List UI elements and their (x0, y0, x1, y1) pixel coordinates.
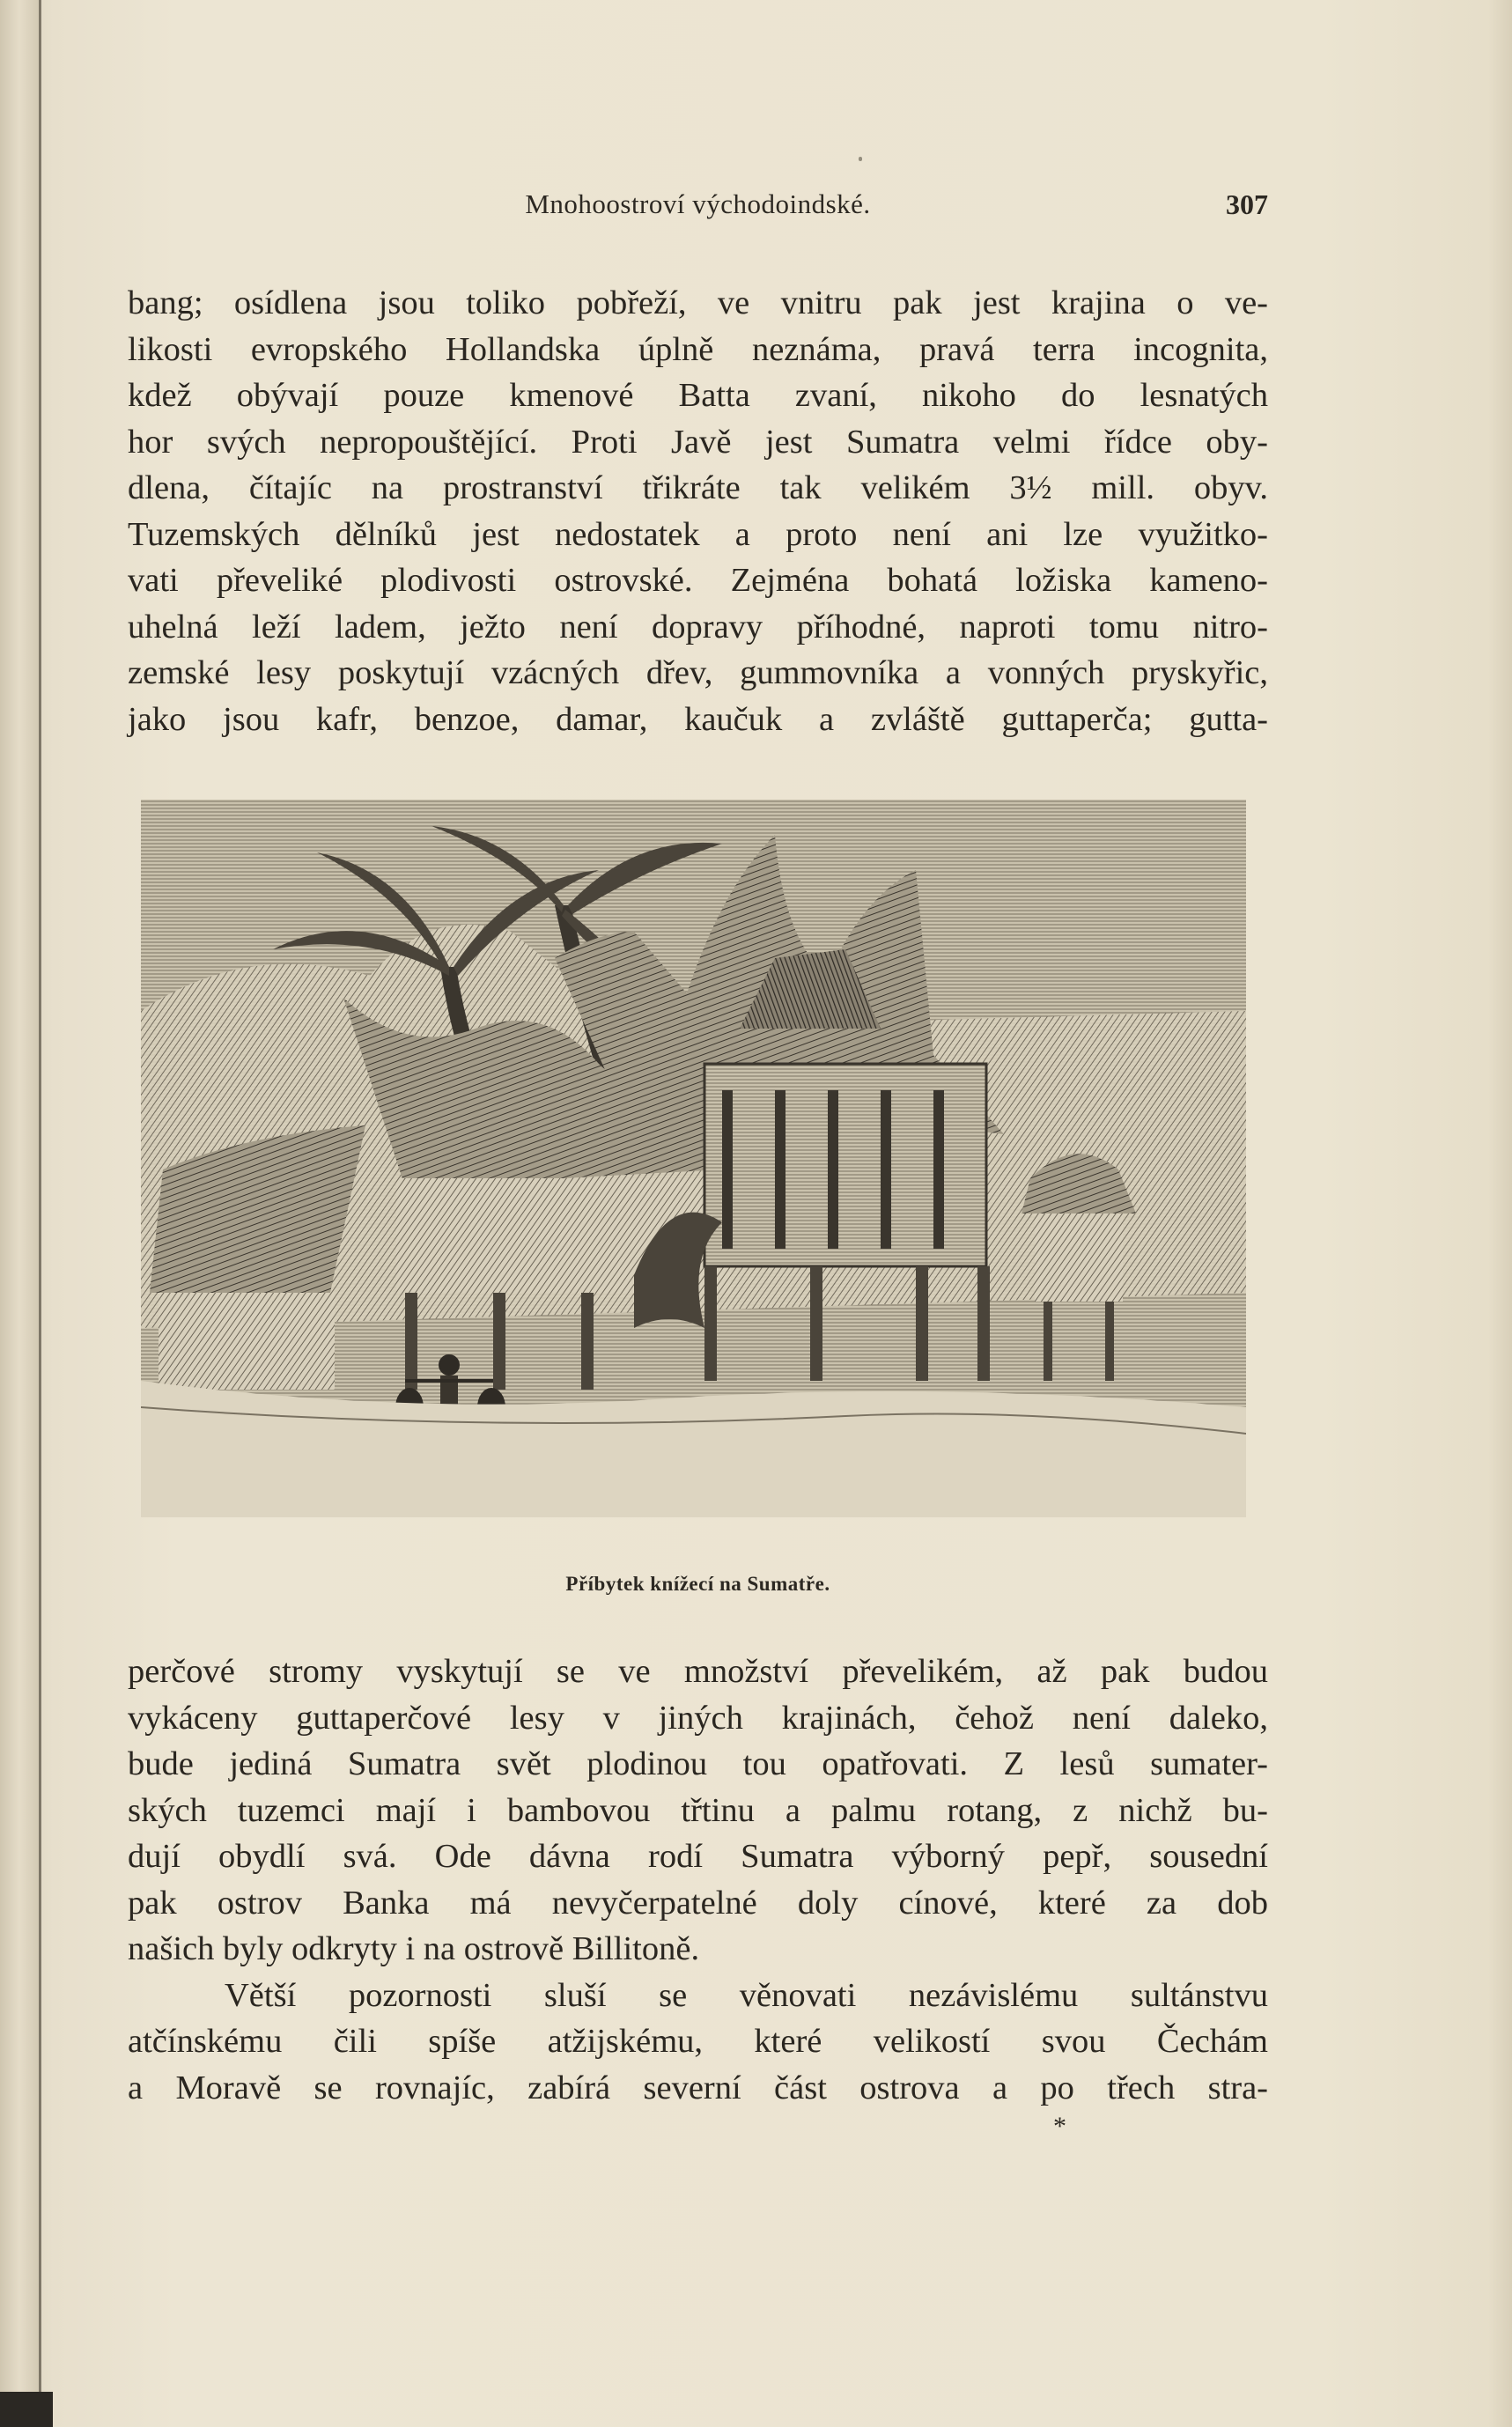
text-line: Tuzemských dělníků jest nedostatek a proto není ani lze využitko- (128, 515, 1268, 553)
body-text-top (128, 280, 1268, 742)
text-line: hor svých nepropouštějící. Proti Javě jest Sumatra velmi řídce oby- (128, 423, 1268, 461)
text-line: pak ostrov Banka má nevyčerpatelné doly cínové, které za dob (128, 1884, 1268, 1922)
text-line: bang; osídlena jsou toliko pobřeží, ve vnitru pak jest krajina o ve- (128, 284, 1268, 321)
footnote-asterisk: * (1053, 2112, 1066, 2141)
text-line: atčínskému čili spíše atžijskému, které velikostí svou Čechám (128, 2023, 1268, 2060)
book-gutter-line (39, 0, 41, 2427)
text-line: vykáceny guttaperčové lesy v jiných krajinách, čehož není daleko, (128, 1699, 1268, 1737)
text-line: kdež obývají pouze kmenové Batta zvaní, nikoho do lesnatých (128, 377, 1268, 414)
text-line: a Moravě se rovnajíc, zabírá severní část ostrova a po třech stra- (128, 2069, 1268, 2106)
left-hut-wall (159, 1293, 335, 1390)
text-line: perčové stromy vyskytují se ve množství převelikém, až pak budou (128, 1653, 1268, 1690)
text-line: jako jsou kafr, benzoe, damar, kaučuk a zvláště guttaperča; gutta- (128, 700, 1268, 738)
text-line: bude jediná Sumatra svět plodinou tou opatřovati. Z lesů sumater- (128, 1745, 1268, 1782)
paragraph-top (128, 280, 1268, 742)
ground (141, 1381, 1246, 1517)
text-line: likosti evropského Hollandska úplně neznáma, pravá terra incognita, (128, 330, 1268, 368)
text-line: uhelná leží ladem, ježto není dopravy příhodné, naproti tomu nitro- (128, 608, 1268, 645)
running-head (128, 188, 1268, 227)
paragraph-bottom (128, 1649, 1268, 2111)
illustration-chief-house-sumatra (141, 800, 1246, 1517)
book-spine-shadow (0, 0, 41, 2427)
page-number: 307 (1226, 188, 1268, 220)
running-title: Mnohoostroví východoindské. (525, 188, 871, 219)
text-line: vati převeliké plodivosti ostrovské. Zejména bohatá ložiska kameno- (128, 562, 1268, 599)
rice-barn (1035, 1214, 1123, 1302)
text-line: ských tuzemci mají i bambovou třtinu a palmu rotang, z nichž bu- (128, 1791, 1268, 1829)
text-line: dují obydlí svá. Ode dávna rodí Sumatra výborný pepř, sousední (128, 1838, 1268, 1875)
scan-corner-mark (0, 2392, 53, 2427)
body-text-bottom (128, 1649, 1268, 2111)
text-line: Větší pozornosti sluší se věnovati nezávislému sultánstvu (225, 1976, 1268, 2014)
text-line: našich byly odkryty i na ostrově Billitoně. (128, 1930, 700, 1967)
figure-caption: Příbytek knížecí na Sumatře. (565, 1573, 830, 1595)
ink-speck (859, 157, 862, 161)
text-line: zemské lesy poskytují vzácných dřev, gummovníka a vonných pryskyřic, (128, 654, 1268, 691)
text-line: dlena, čítajíc na prostranství třikráte tak velikém 3½ mill. obyv. (128, 469, 1268, 506)
